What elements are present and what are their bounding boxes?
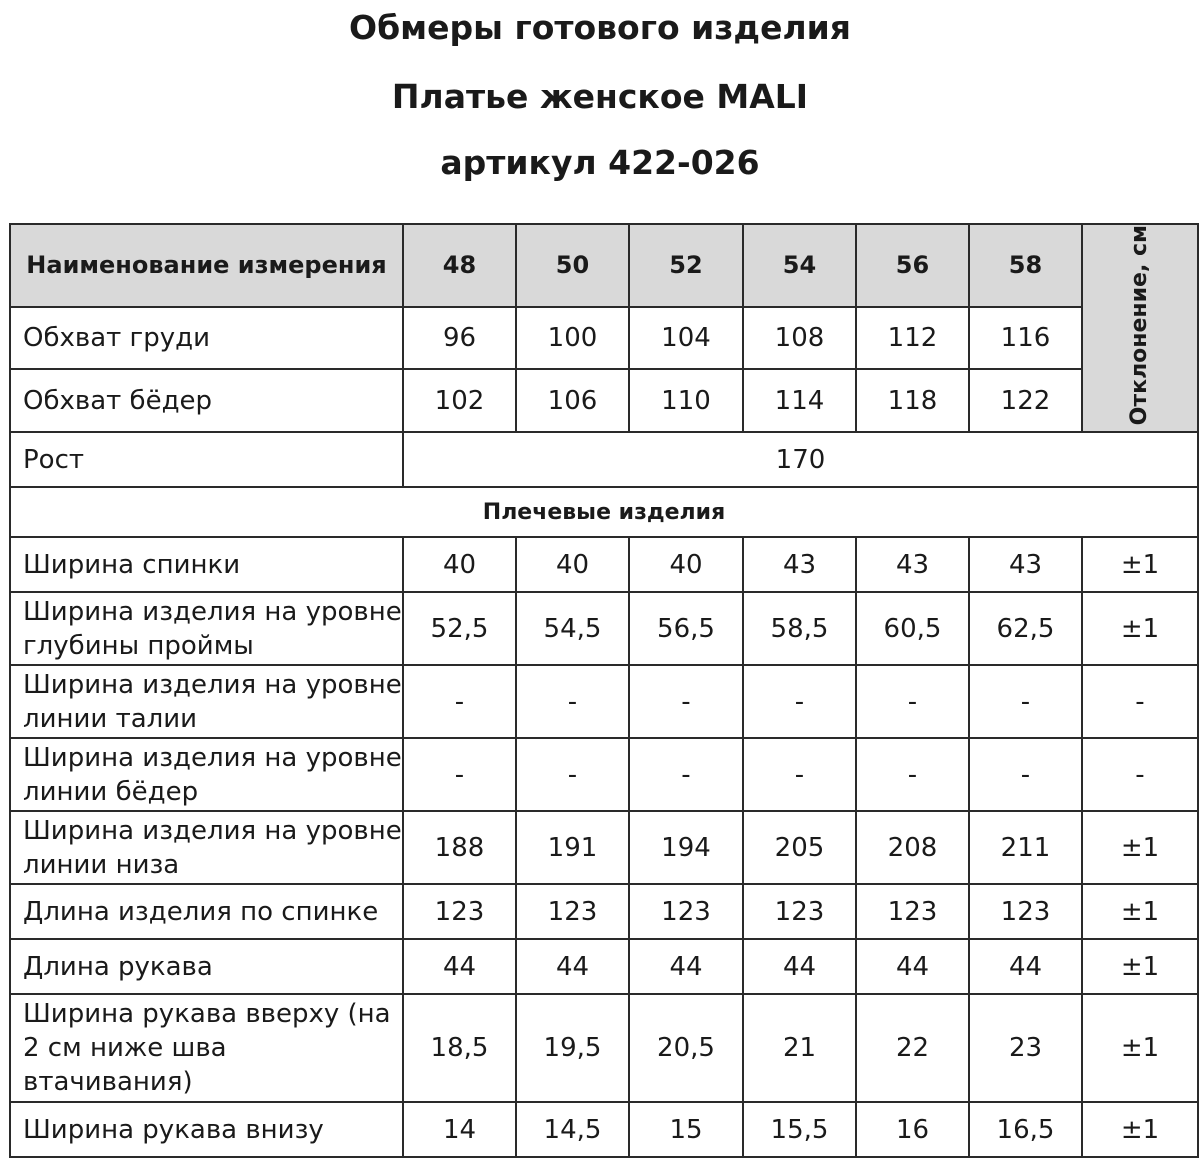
- row-value: 54,5: [516, 592, 629, 665]
- row-value: 23: [969, 994, 1082, 1102]
- row-value: 123: [856, 884, 969, 939]
- row-value: 116: [969, 307, 1082, 369]
- table-row: [10, 738, 1198, 811]
- row-value: -: [856, 665, 969, 738]
- height-row-name: Рост: [10, 432, 403, 487]
- size-header-50: 50: [516, 224, 629, 307]
- row-value: 40: [516, 537, 629, 592]
- row-value: 100: [516, 307, 629, 369]
- row-value: 43: [743, 537, 856, 592]
- row-deviation: -: [1082, 738, 1198, 811]
- row-value: -: [629, 665, 743, 738]
- row-value: 43: [856, 537, 969, 592]
- row-value: 60,5: [856, 592, 969, 665]
- row-value: 123: [403, 884, 516, 939]
- row-name: Ширина изделия на уровне линии низа: [10, 811, 403, 884]
- row-value: -: [743, 738, 856, 811]
- row-value: 114: [743, 369, 856, 432]
- row-value: 40: [629, 537, 743, 592]
- row-value: 18,5: [403, 994, 516, 1102]
- row-deviation: ±1: [1082, 1102, 1198, 1157]
- row-name: Ширина рукава вверху (на 2 см ниже шва втачивания): [10, 994, 403, 1102]
- row-value: 22: [856, 994, 969, 1102]
- row-value: 106: [516, 369, 629, 432]
- row-value: 188: [403, 811, 516, 884]
- row-value: -: [743, 665, 856, 738]
- row-deviation: ±1: [1082, 592, 1198, 665]
- product-name: Платье женское MALI: [391, 77, 809, 116]
- table-row: [10, 939, 1198, 994]
- row-value: 112: [856, 307, 969, 369]
- deviation-header: [1082, 224, 1198, 432]
- table-row: [10, 537, 1198, 592]
- row-value: 123: [743, 884, 856, 939]
- table-row: [10, 307, 1198, 369]
- row-value: 15: [629, 1102, 743, 1157]
- table-row: [10, 884, 1198, 939]
- table-row: [10, 665, 1198, 738]
- row-value: 58,5: [743, 592, 856, 665]
- row-value: -: [629, 738, 743, 811]
- size-header-54: 54: [743, 224, 856, 307]
- row-name: Длина рукава: [10, 939, 403, 994]
- row-value: 56,5: [629, 592, 743, 665]
- row-value: 208: [856, 811, 969, 884]
- row-name: Ширина рукава внизу: [10, 1102, 403, 1157]
- row-value: 15,5: [743, 1102, 856, 1157]
- row-value: 96: [403, 307, 516, 369]
- row-value: 44: [969, 939, 1082, 994]
- row-value: -: [856, 738, 969, 811]
- section-title: Плечевые изделия: [10, 487, 1198, 537]
- row-value: 44: [743, 939, 856, 994]
- row-value: 52,5: [403, 592, 516, 665]
- row-name: Ширина спинки: [10, 537, 403, 592]
- row-value: 16,5: [969, 1102, 1082, 1157]
- height-row-value: 170: [403, 432, 1198, 487]
- row-value: 44: [856, 939, 969, 994]
- row-value: 118: [856, 369, 969, 432]
- article-number: артикул 422-026: [440, 143, 760, 182]
- row-value: 108: [743, 307, 856, 369]
- document-title: Обмеры готового изделия: [349, 8, 851, 47]
- row-name: Длина изделия по спинке: [10, 884, 403, 939]
- row-deviation: ±1: [1082, 537, 1198, 592]
- row-value: 21: [743, 994, 856, 1102]
- row-value: 62,5: [969, 592, 1082, 665]
- row-value: 44: [516, 939, 629, 994]
- row-value: 110: [629, 369, 743, 432]
- header-row: [10, 224, 1198, 307]
- row-value: 20,5: [629, 994, 743, 1102]
- size-header-48: 48: [403, 224, 516, 307]
- row-value: 16: [856, 1102, 969, 1157]
- row-value: 102: [403, 369, 516, 432]
- row-value: 191: [516, 811, 629, 884]
- row-value: 123: [969, 884, 1082, 939]
- row-value: 123: [516, 884, 629, 939]
- row-value: -: [516, 665, 629, 738]
- row-name: Ширина изделия на уровне глубины проймы: [10, 592, 403, 665]
- row-value: 43: [969, 537, 1082, 592]
- row-value: 211: [969, 811, 1082, 884]
- row-value: 205: [743, 811, 856, 884]
- table-row: [10, 811, 1198, 884]
- row-name: Обхват груди: [10, 307, 403, 369]
- row-name: Ширина изделия на уровне линии талии: [10, 665, 403, 738]
- row-value: 44: [629, 939, 743, 994]
- row-deviation: ±1: [1082, 884, 1198, 939]
- measurement-name-header: Наименование измерения: [10, 224, 403, 307]
- row-value: 44: [403, 939, 516, 994]
- row-value: -: [969, 738, 1082, 811]
- size-header-58: 58: [969, 224, 1082, 307]
- row-deviation: ±1: [1082, 994, 1198, 1102]
- row-name: Обхват бёдер: [10, 369, 403, 432]
- table-row: [10, 994, 1198, 1102]
- row-value: 14,5: [516, 1102, 629, 1157]
- row-value: 40: [403, 537, 516, 592]
- row-value: 14: [403, 1102, 516, 1157]
- size-header-56: 56: [856, 224, 969, 307]
- table-row: [10, 369, 1198, 432]
- row-value: -: [403, 738, 516, 811]
- row-value: 194: [629, 811, 743, 884]
- row-value: -: [969, 665, 1082, 738]
- table-row: [10, 1102, 1198, 1157]
- measurements-table: [9, 223, 1199, 1158]
- section-row: [10, 487, 1198, 537]
- row-deviation: ±1: [1082, 939, 1198, 994]
- size-header-52: 52: [629, 224, 743, 307]
- row-value: 123: [629, 884, 743, 939]
- table-row: [10, 592, 1198, 665]
- deviation-header-label: Отклонение, см: [1127, 225, 1152, 426]
- row-deviation: -: [1082, 665, 1198, 738]
- row-deviation: ±1: [1082, 811, 1198, 884]
- row-name: Ширина изделия на уровне линии бёдер: [10, 738, 403, 811]
- row-value: -: [516, 738, 629, 811]
- row-value: 19,5: [516, 994, 629, 1102]
- height-row: [10, 432, 1198, 487]
- row-value: -: [403, 665, 516, 738]
- row-value: 122: [969, 369, 1082, 432]
- row-value: 104: [629, 307, 743, 369]
